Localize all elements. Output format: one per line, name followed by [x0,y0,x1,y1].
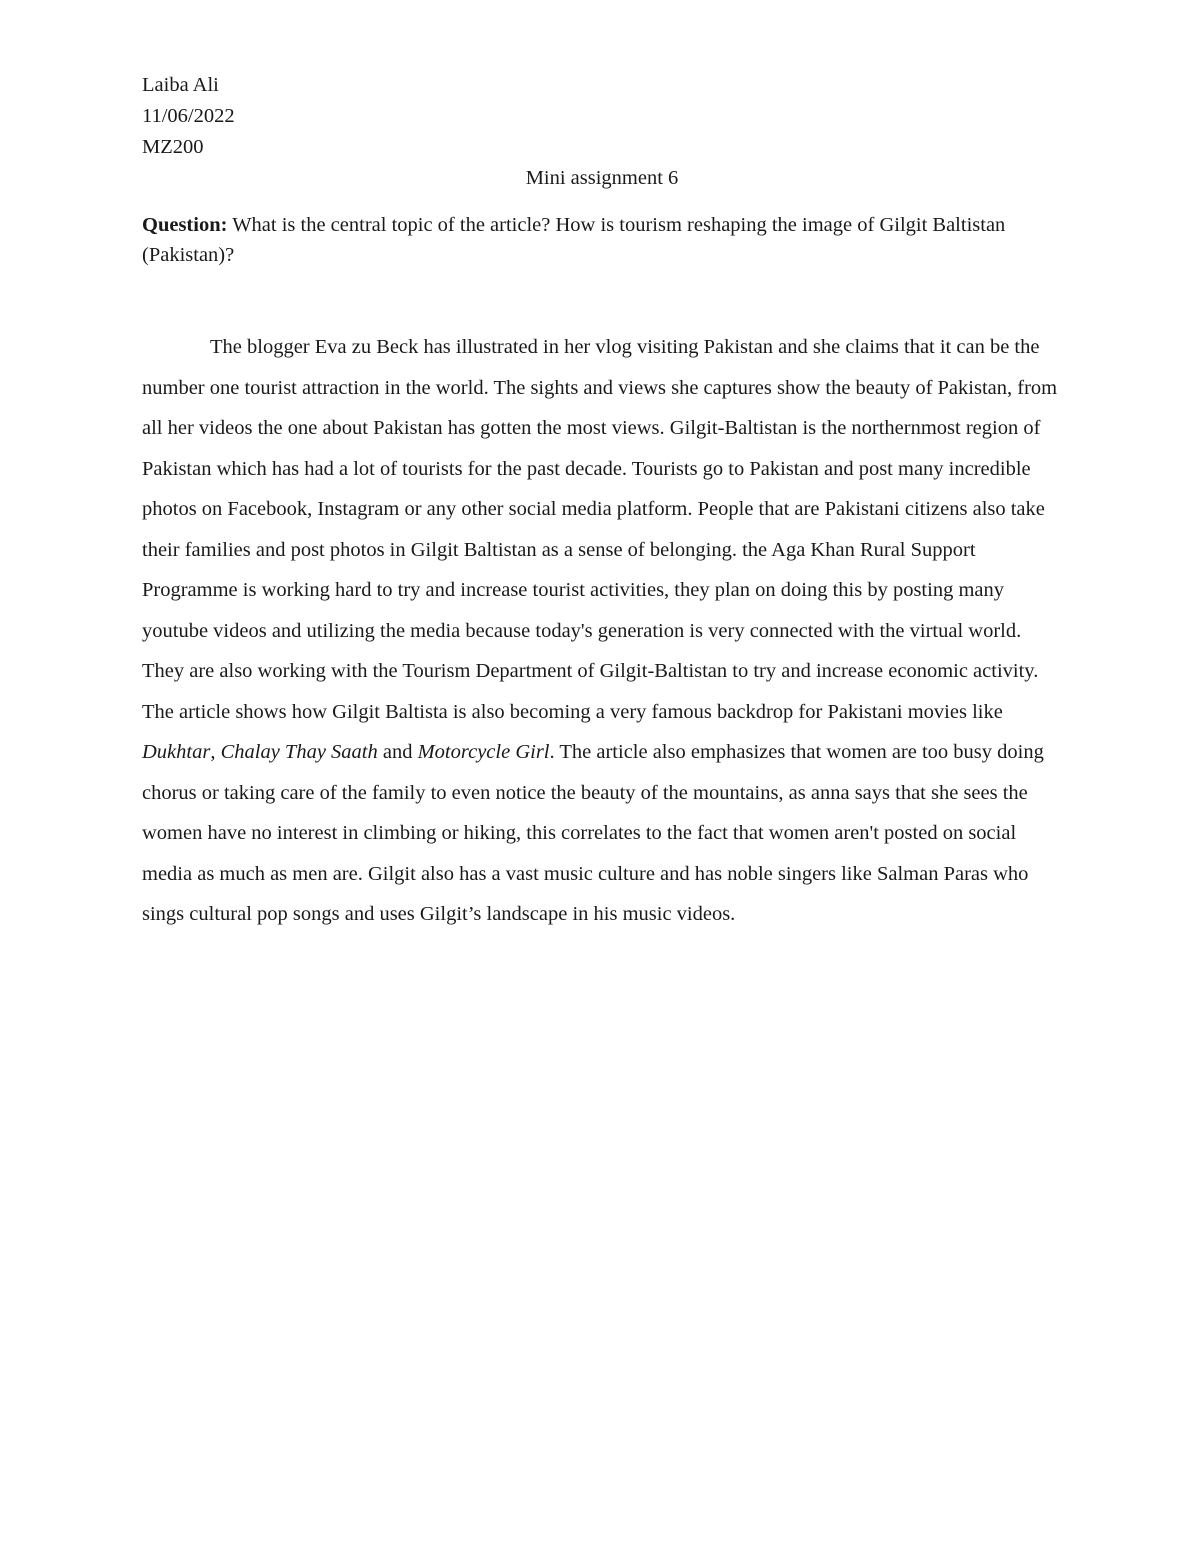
course-code: MZ200 [142,136,204,158]
movie-title-dukhtar: Dukhtar [142,741,211,763]
question-paragraph [142,210,1062,270]
author-name: Laiba Ali [142,74,219,96]
movie-title-chalay-thay-saath: Chalay Thay Saath [220,741,378,763]
document-page [142,70,1062,935]
assignment-title: Mini assignment 6 [525,167,679,189]
separator-comma: , [210,741,221,763]
date: 11/06/2022 [142,105,235,127]
essay-text-part1: The blogger Eva zu Beck has illustrated in her vlog visiting Pakistan and she claims that it can be the number one tourist attraction in the world. The sights and views she captures show the beauty of Pakistan, from all her videos the one about Pakistan has gotten the most views. Gilgit-Baltistan is the northernmost region of Pakistan which has had a lot of tourists for the past decade. Tourists go to Pakistan and post many incredible photos on Facebook, Instagram or any other social media platform. People that are Pakistani citizens also take their families and post photos in Gilgit Baltistan as a sense of belonging. the Aga Khan Rural Support Programme is working hard to try and increase tourist activities, they plan on doing this by posting many youtube videos and utilizing the media because today's generation is very connected with the virtual world. They are also working with the Tourism Department of Gilgit-Baltistan to try and increase economic activity. The article shows how Gilgit Baltista is also becoming a very famous backdrop for Pakistani movies like [142,336,1058,723]
movie-title-motorcycle-girl: Motorcycle Girl [417,741,550,763]
essay-text-part2: . The article also emphasizes that women are too busy doing chorus or taking care of the family to even notice the beauty of the mountains, as anna says that she sees the women have no interest in climbing or hiking, this correlates to the fact that women aren't posted on social media as much as men are. Gilgit also has a vast music culture and has noble singers like Salman Paras who sings cultural pop songs and uses Gilgit’s landscape in his music videos. [142,741,1044,925]
question-text: What is the central topic of the article? How is tourism reshaping the image of Gilgit Baltistan (Pakistan)? [142,214,1006,266]
essay-paragraph [142,327,1062,935]
question-label: Question: [142,214,228,236]
separator-and: and [377,741,418,763]
